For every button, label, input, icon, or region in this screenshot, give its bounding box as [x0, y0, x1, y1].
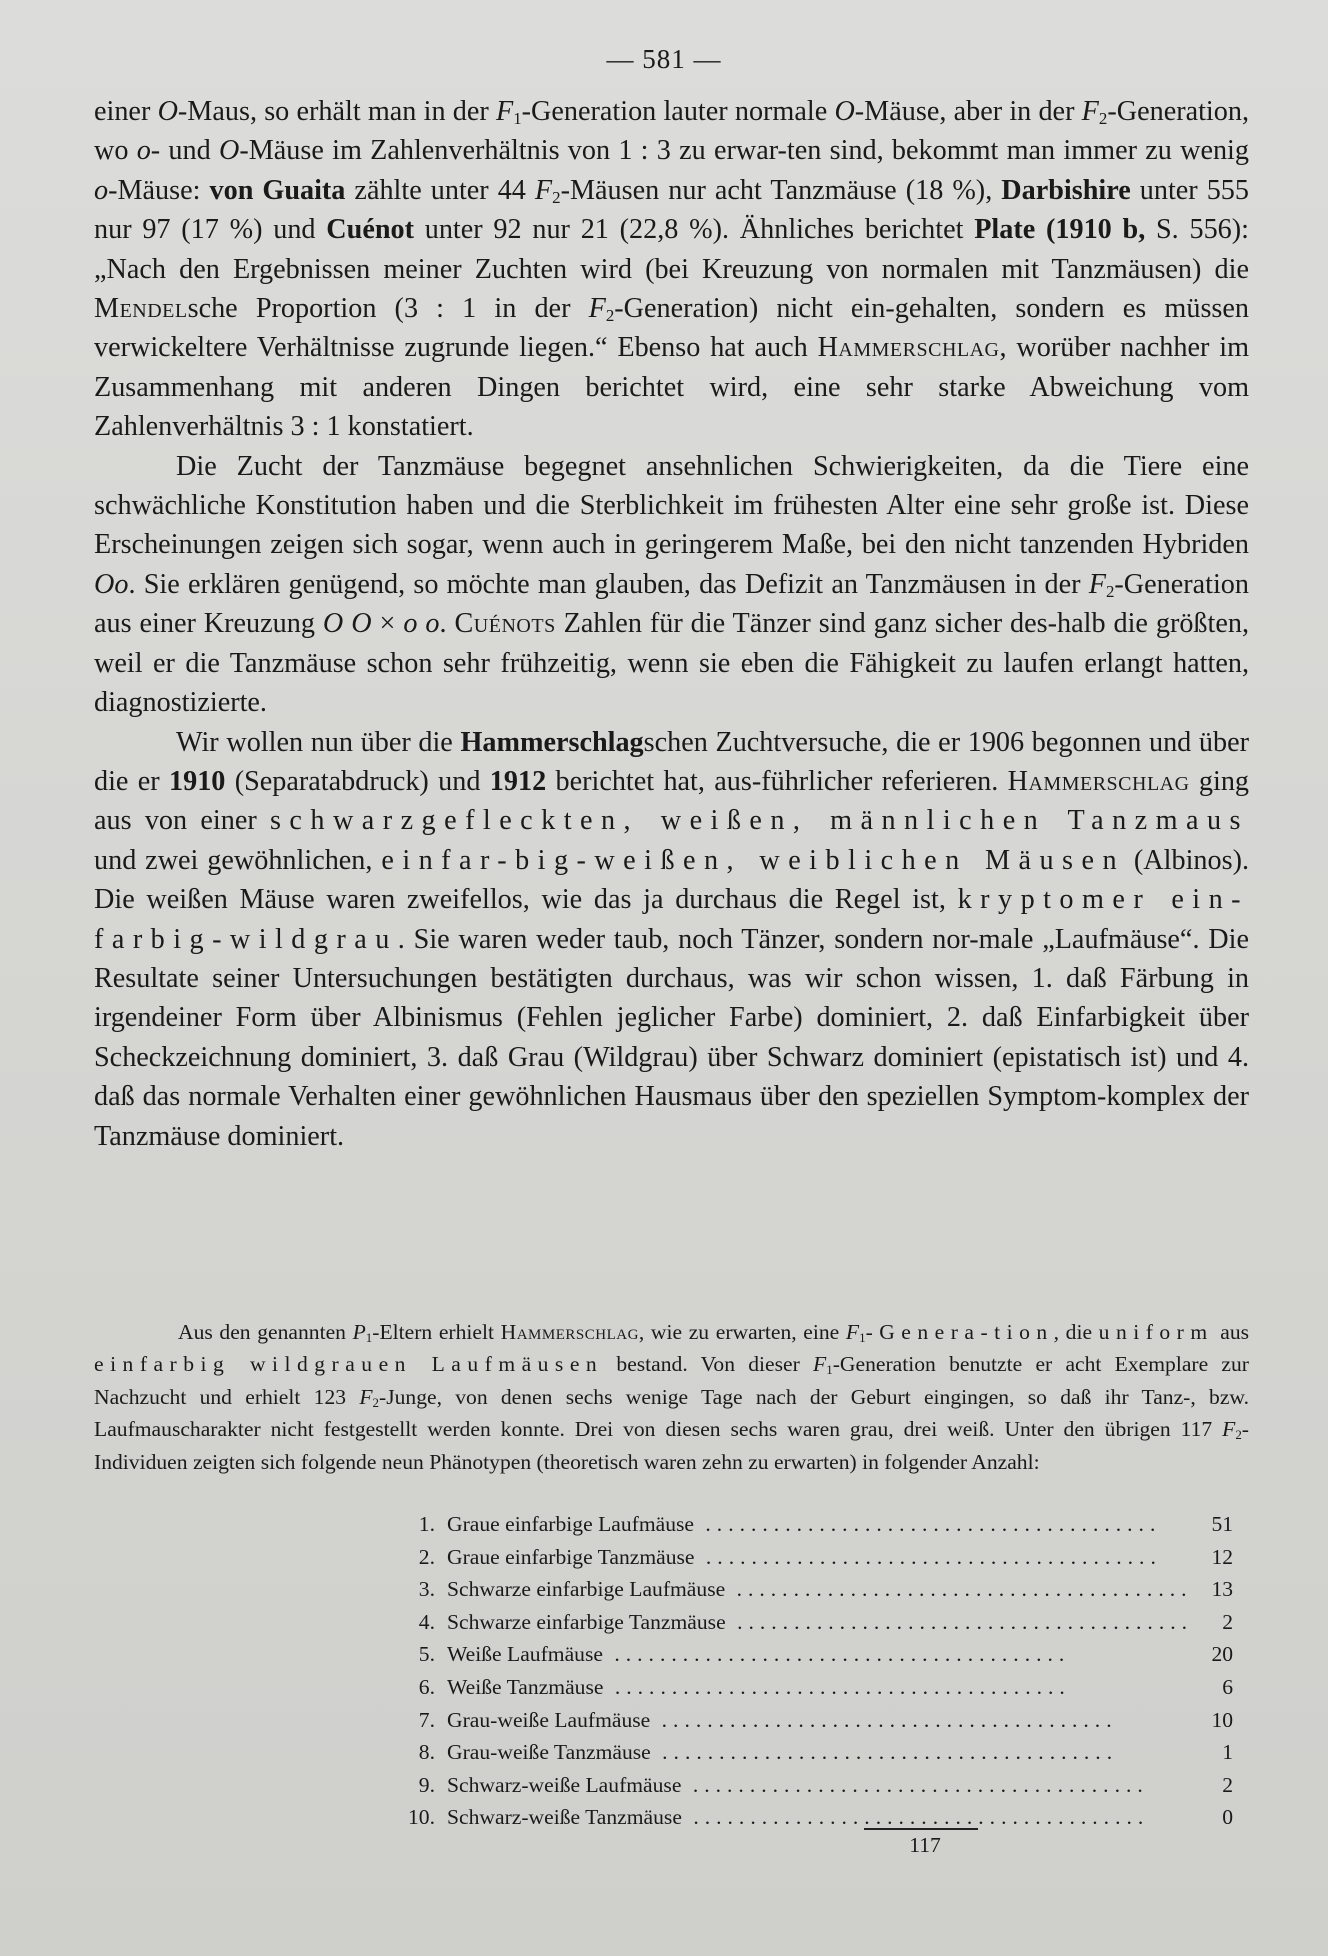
text-run: o: [94, 174, 109, 206]
phenotype-row: [395, 1736, 1233, 1769]
text-run: Hammerschlag: [817, 332, 1000, 364]
text-run: 2: [1235, 1427, 1242, 1443]
small-print-section: [94, 1316, 1249, 1478]
text-run: F: [1088, 568, 1106, 600]
text-run: 1910: [169, 765, 226, 797]
text-run: -Individuen zeigten sich folgende neun Phänotypen (theoretisch waren zehn zu erwarten) in folgender Anzahl:: [94, 1417, 1249, 1474]
text-run: Mendel: [94, 293, 188, 325]
phenotype-row: [395, 1801, 1233, 1834]
text-run: Wir wollen nun über die: [176, 726, 461, 758]
phenotype-number: 5.: [418, 1642, 435, 1667]
text-run: zählte unter 44: [345, 174, 535, 206]
text-run: einfarbig wildgrauen Laufmäusen: [94, 1352, 604, 1377]
text-run: -Genera-tion: [865, 1320, 1054, 1344]
text-run: , worüber nachher im Zusammenhang mit anderen Dingen berichtet wird, eine sehr starke Abweichung vom Zahlenverhältnis 3 : 1 konstatiert.: [94, 332, 1249, 443]
phenotype-label: Schwarze einfarbige Tanzmäuse: [447, 1609, 726, 1634]
text-run: -Generation aus einer Kreuzung: [94, 568, 1249, 640]
page-number: — 581 —: [606, 44, 722, 74]
text-run: uniform: [1098, 1320, 1214, 1344]
phenotype-label: Schwarze einfarbige Laufmäuse: [447, 1577, 726, 1602]
text-run: -Maus, so erhält man in der: [177, 96, 496, 127]
small-print-paragraph: [94, 1316, 1249, 1478]
text-run: 2: [552, 188, 561, 208]
phenotype-label: Grau-weiße Tanzmäuse: [447, 1740, 651, 1765]
text-run: F: [359, 1384, 373, 1409]
phenotype-number: 7.: [418, 1707, 435, 1732]
text-run: -Mäusen nur acht Tanzmäuse (18 %),: [560, 174, 1002, 206]
phenotype-label: Weiße Laufmäuse: [447, 1642, 603, 1667]
text-run: -Generation lauter normale: [521, 96, 835, 127]
text-run: ×: [371, 608, 404, 640]
text-run: sche Proportion (3 : 1 in der: [187, 293, 589, 325]
text-run: o o: [403, 608, 440, 640]
text-run: F: [1081, 96, 1099, 127]
text-run: schwarzgefleckten, weißen, männlichen Tanzmaus: [269, 805, 1249, 837]
phenotype-count: 51: [1211, 1512, 1234, 1536]
text-run: - und: [150, 135, 219, 167]
text-run: unter 555 nur 97 (17 %) und: [94, 174, 1249, 246]
text-run: -Mäuse, aber in der: [854, 96, 1082, 127]
text-run: .: [439, 608, 455, 640]
text-run: Hammerschlag: [460, 726, 644, 758]
text-run: ging aus von einer: [94, 765, 1250, 837]
text-run: 1: [365, 1330, 373, 1346]
phenotype-number: 2.: [418, 1544, 435, 1569]
text-run: 1: [513, 109, 522, 129]
text-run: und zwei gewöhnlichen,: [94, 844, 382, 876]
text-run: Zahlen für die Tänzer sind ganz sicher des-halb die größten, weil er die Tanzmäuse schon sehr frühzeitig, wenn sie eben die Fähigkeit zu laufen erlangt hatten, diagnostizierte.: [94, 608, 1250, 719]
text-run: 1: [859, 1330, 866, 1346]
phenotype-count: 6: [1222, 1674, 1234, 1699]
text-run: o: [136, 135, 151, 167]
text-run: -Generation benutzte er acht Exemplare zur Nachzucht und erhielt 123: [94, 1352, 1249, 1409]
phenotype-row: [395, 1606, 1233, 1639]
text-run: (Albinos). Die weißen Mäuse waren zweifellos, wie das ja durchaus die Regel ist,: [94, 844, 1250, 916]
text-run: Aus den genannten: [178, 1320, 353, 1344]
text-run: -Generation) nicht ein-gehalten, sondern es müssen verwickeltere Verhältnisse zugrunde liegen.“ Ebenso hat auch: [94, 293, 1249, 364]
text-run: Cuénot: [326, 214, 414, 246]
text-run: F: [813, 1352, 827, 1377]
text-run: 2: [1105, 582, 1115, 602]
text-run: , wie zu erwarten, eine: [638, 1320, 846, 1344]
phenotype-label: Graue einfarbige Tanzmäuse: [447, 1544, 695, 1569]
phenotype-number: 9.: [418, 1772, 435, 1797]
text-run: F: [534, 174, 553, 206]
phenotype-row: [395, 1704, 1233, 1737]
text-run: O O: [322, 608, 372, 640]
leader-dots: ........................................: [650, 1740, 1119, 1765]
text-run: 2: [605, 306, 615, 326]
text-run: F: [1222, 1417, 1236, 1442]
phenotype-count: 12: [1211, 1544, 1234, 1569]
phenotype-row: [395, 1508, 1233, 1541]
text-run: O: [834, 96, 855, 127]
text-run: 2: [1098, 109, 1108, 129]
phenotype-label: Schwarz-weiße Laufmäuse: [447, 1772, 682, 1797]
leader-dots: ........................................: [725, 1577, 1193, 1602]
text-run: -Mäuse im Zahlenverhältnis von 1 : 3 zu erwar-ten sind, bekommt man immer zu wenig: [239, 135, 1249, 167]
text-run: unter 92 nur 21 (22,8 %). Ähnliches berichtet: [413, 214, 975, 246]
text-run: -Eltern erhielt: [372, 1320, 501, 1344]
phenotype-row: [395, 1638, 1233, 1671]
text-run: 1: [826, 1362, 833, 1378]
leader-dots: ........................................: [603, 1674, 1071, 1699]
paragraph-3: [94, 723, 1249, 1156]
leader-dots: ........................................: [694, 1544, 1162, 1569]
text-run: kryptomer ein-farbig-wildgrau: [94, 884, 1249, 955]
text-run: F: [588, 293, 606, 325]
leader-dots: ........................................: [725, 1609, 1194, 1634]
text-run: bestand. Von dieser: [603, 1352, 814, 1377]
text-run: einer: [94, 96, 158, 127]
leader-dots: ........................................: [681, 1772, 1149, 1797]
leader-dots: ........................................: [681, 1805, 1150, 1830]
text-run: -Generation, wo: [94, 96, 1249, 167]
main-text: [94, 92, 1249, 1156]
text-run: Die Zucht der Tanzmäuse begegnet ansehnlichen Schwierigkeiten, da die Tiere eine schwächliche Konstitution haben und die Sterblichkeit im frühesten Alter eine sehr große ist. Diese Erscheinungen zeigen sich sogar, wenn auch in geringerem Maße, bei den nicht tanzenden Hybriden: [94, 450, 1249, 561]
text-run: (Separatabdruck) und: [225, 765, 490, 797]
text-run: einfar-big-weißen, weiblichen Mäusen: [381, 844, 1126, 876]
text-run: berichtet hat, aus-führlicher referieren.: [546, 765, 1008, 797]
text-run: P: [352, 1320, 366, 1344]
text-run: Hammerschlag: [1007, 765, 1190, 797]
phenotype-row: [395, 1769, 1233, 1802]
phenotype-row: [395, 1671, 1233, 1704]
text-run: Hammerschlag: [500, 1320, 639, 1344]
leader-dots: ........................................: [602, 1642, 1071, 1667]
phenotype-number: 1.: [418, 1512, 435, 1536]
text-run: -Junge, von denen sechs wenige Tage nach der Geburt eingingen, so daß ihr Tanz-, bzw. Laufmauscharakter nicht festgestellt werden konnte. Drei von diesen sechs waren grau, drei weiß. Unter den übrigen 117: [94, 1384, 1249, 1442]
text-run: S. 556): „Nach den Ergebnissen meiner Zuchten wird (bei Kreuzung von normalen mit Tanzmäusen) die: [94, 214, 1249, 285]
text-run: . Sie erklären genügend, so möchte man glauben, das Defizit an Tanzmäusen in der: [128, 568, 1089, 600]
text-run: Plate (1910 b,: [974, 214, 1146, 246]
phenotype-label: Graue einfarbige Laufmäuse: [447, 1512, 694, 1536]
phenotype-number: 3.: [418, 1577, 435, 1602]
text-run: , die: [1053, 1320, 1099, 1344]
text-run: 2: [372, 1395, 379, 1411]
phenotype-total: 117: [909, 1833, 941, 1857]
text-run: . Sie waren weder taub, noch Tänzer, sondern nor-male „Laufmäuse“. Die Resultate seiner Untersuchungen bestätigten durchaus, was wir schon wissen, 1. daß Färbung in irgendeiner Form über Albinismus (Fehlen jeglicher Farbe) dominiert, 2. daß Einfarbigkeit über Scheckzeichnung dominiert, 3. daß Grau (Wildgrau) über Schwarz dominiert (epistatisch ist) und 4. daß das normale Verhalten einer gewöhnlichen Hausmaus über den speziellen Symptom-komplex der Tanzmäuse dominiert.: [94, 923, 1249, 1152]
phenotype-count: 13: [1211, 1577, 1234, 1602]
text-run: von Guaita: [209, 174, 346, 206]
phenotype-number: 4.: [418, 1609, 435, 1634]
text-run: -Mäuse:: [108, 174, 210, 206]
text-run: Darbishire: [1001, 174, 1131, 206]
paragraph-1: [94, 92, 1249, 447]
phenotype-count: 1: [1222, 1740, 1234, 1765]
text-run: O: [218, 135, 240, 167]
phenotype-row: [395, 1573, 1233, 1606]
phenotype-row: [395, 1541, 1233, 1574]
text-run: Cuénots: [454, 608, 556, 640]
phenotype-label: Grau-weiße Laufmäuse: [447, 1707, 651, 1732]
phenotype-number: 6.: [418, 1674, 435, 1699]
text-run: 1912: [489, 765, 547, 797]
phenotype-count: 2: [1222, 1772, 1234, 1797]
phenotype-number: 10.: [408, 1805, 435, 1830]
phenotype-count: 2: [1222, 1609, 1234, 1634]
text-run: F: [845, 1320, 860, 1344]
text-run: schen Zuchtversuche, die er 1906 begonnen und über die er: [94, 726, 1249, 797]
paragraph-2: [94, 447, 1249, 723]
text-run: O: [157, 96, 178, 127]
phenotype-count: 10: [1211, 1707, 1234, 1732]
phenotype-count: 20: [1211, 1642, 1234, 1667]
phenotype-count: 0: [1222, 1805, 1234, 1830]
phenotype-number: 8.: [418, 1740, 435, 1765]
phenotype-label: Schwarz-weiße Tanzmäuse: [447, 1805, 682, 1830]
text-run: Oo: [94, 568, 129, 600]
text-run: F: [495, 96, 514, 127]
phenotype-table: [395, 1508, 1233, 1834]
leader-dots: ........................................: [650, 1707, 1118, 1732]
text-run: aus: [1213, 1320, 1250, 1344]
leader-dots: ........................................: [694, 1512, 1162, 1536]
phenotype-label: Weiße Tanzmäuse: [447, 1674, 604, 1699]
